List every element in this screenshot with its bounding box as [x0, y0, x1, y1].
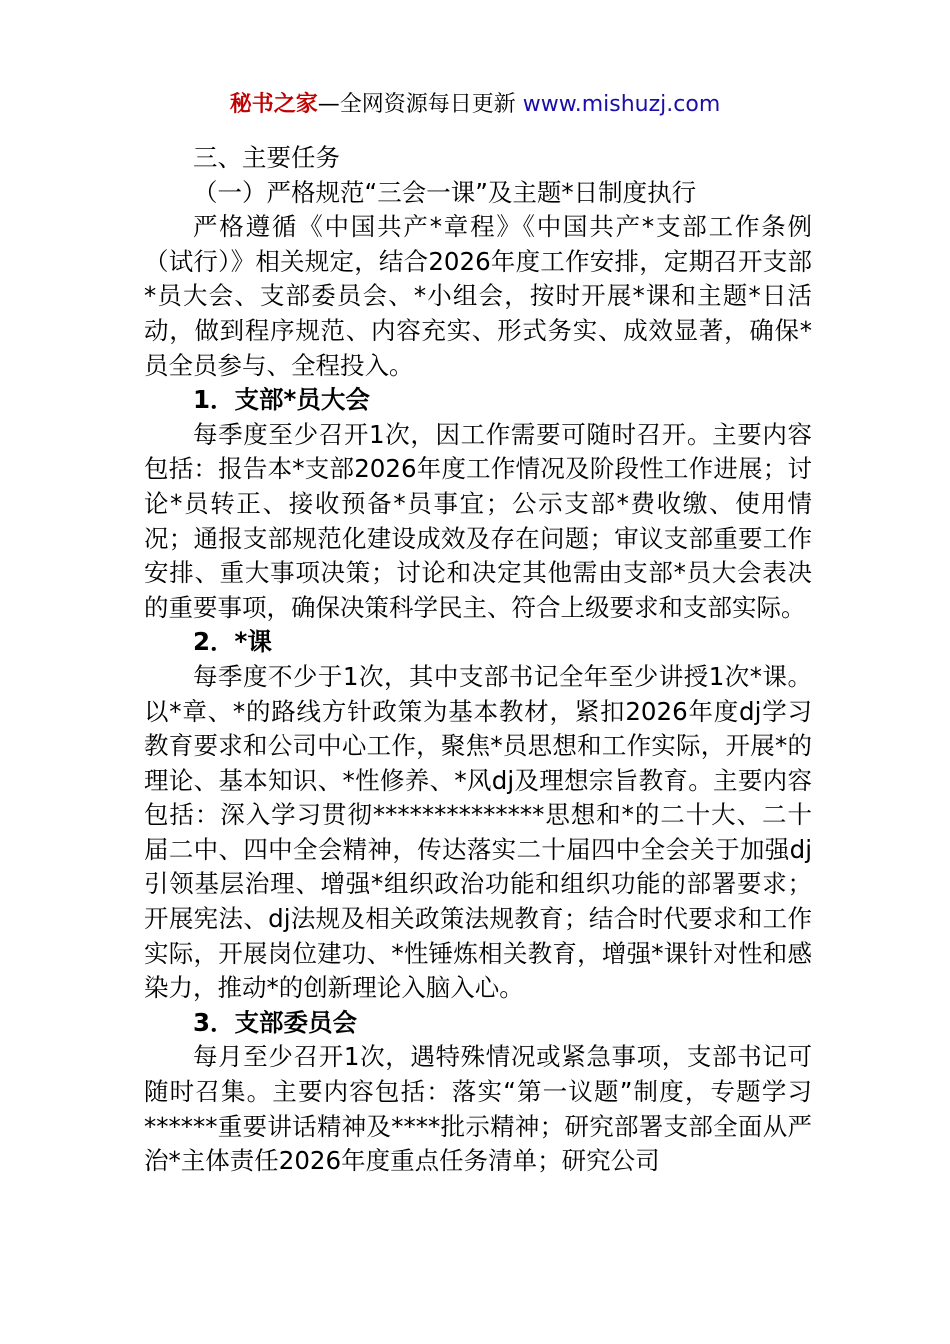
- document-body: [144, 141, 812, 1179]
- intro-paragraph: 严格遵循《中国共产*章程》《中国共产*支部工作条例（试行）》相关规定，结合2026年度工作安排，定期召开支部*员大会、支部委员会、*小组会，按时开展*课和主题*日活动，做到程序规范、内容充实、形式务实、成效显著，确保*员全员参与、全程投入。: [144, 212, 812, 380]
- item-paragraph: 每季度至少召开1次，因工作需要可随时召开。主要内容包括：报告本*支部2026年度工作情况及阶段性工作进展；讨论*员转正、接收预备*员事宜；公示支部*费收缴、使用情况；通报支部规范化建设成效及存在问题；审议支部重要工作安排、重大事项决策；讨论和决定其他需由支部*员大会表决的重要事项，确保决策科学民主、符合上级要求和支部实际。: [144, 419, 812, 622]
- item-heading: 2．*课: [193, 627, 272, 657]
- subsection-title: （一）严格规范“三会一课”及主题*日制度执行: [193, 177, 697, 207]
- item-heading: 1．支部*员大会: [193, 385, 370, 415]
- website-link[interactable]: www.mishuzj.com: [522, 92, 721, 117]
- section-title: 三、主要任务: [193, 143, 340, 172]
- item-paragraph: 每月至少召开1次，遇特殊情况或紧急事项，支部书记可随时召集。主要内容包括：落实“第一议题”制度，专题学习******重要讲话精神及****批示精神；研究部署支部全面从严治*主体责任2026年度重点任务清单；研究公司: [144, 1042, 812, 1176]
- header-separator: —: [317, 92, 340, 117]
- item-paragraph: 每季度不少于1次，其中支部书记全年至少讲授1次*课。以*章、*的路线方针政策为基本教材，紧扣2026年度dj学习教育要求和公司中心工作，聚焦*员思想和工作实际，开展*的理论、基本知识、*性修养、*风dj及理想宗旨教育。主要内容包括：深入学习贯彻**************思想和*的二十大、二十届二中、四中全会精神，传达落实二十届四中全会关于加强dj引领基层治理、增强*组织政治功能和组织功能的部署要求；开展宪法、dj法规及相关政策法规教育；结合时代要求和工作实际，开展岗位建功、*性锤炼相关教育，增强*课针对性和感染力，推动*的创新理论入脑入心。: [144, 661, 812, 1003]
- item-heading: 3．支部委员会: [193, 1007, 358, 1037]
- header-tagline: 全网资源每日更新: [339, 92, 516, 117]
- brand-name: 秘书之家: [229, 92, 318, 117]
- site-header: [0, 88, 950, 122]
